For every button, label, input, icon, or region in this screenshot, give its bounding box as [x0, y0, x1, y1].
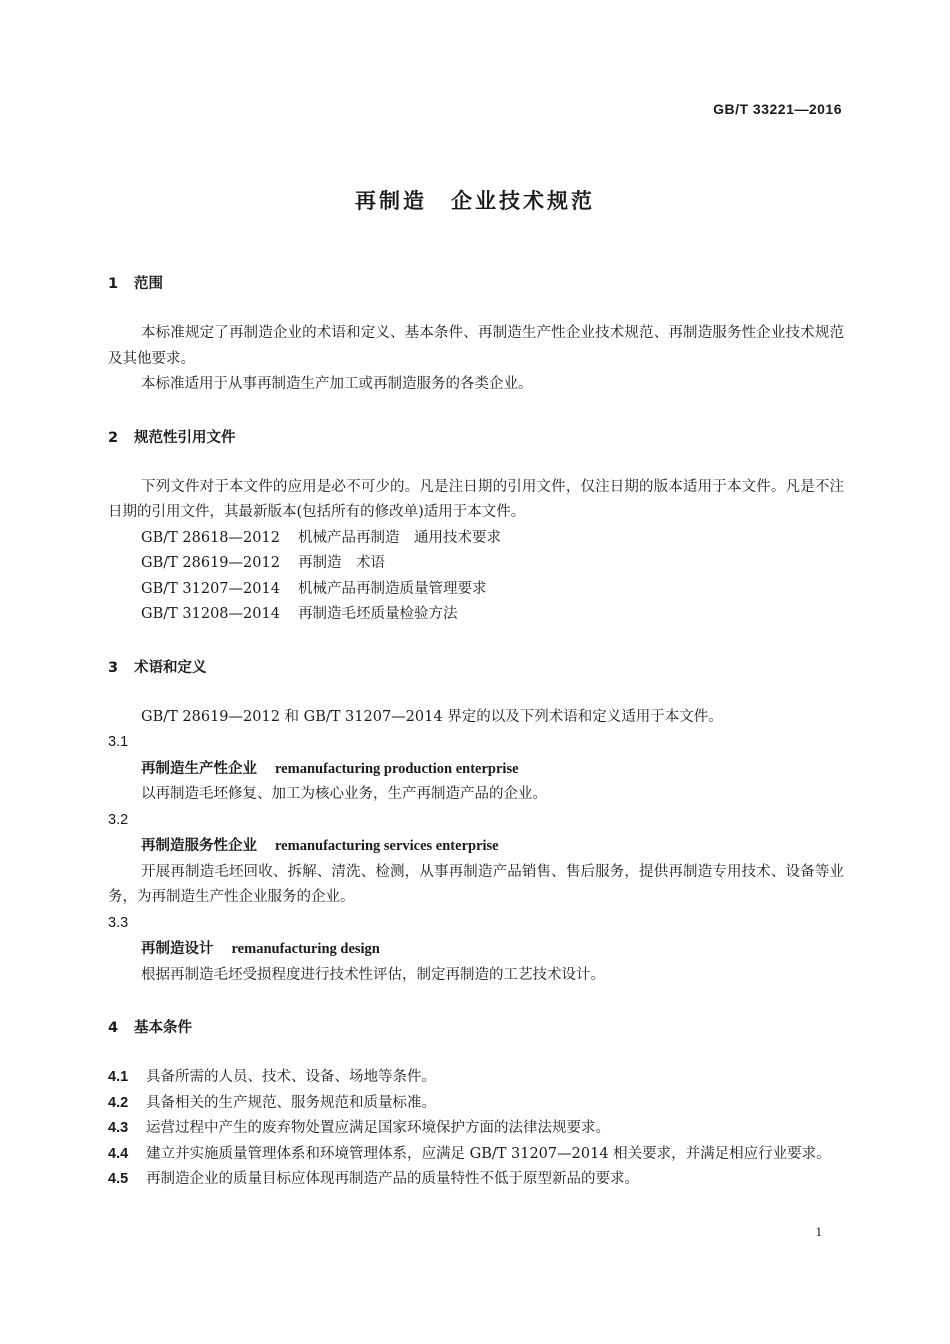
- term-definition: 以再制造毛坯修复、加工为核心业务，生产再制造产品的企业。: [141, 786, 547, 802]
- reference-item: [108, 551, 844, 577]
- section-number: 1: [108, 276, 119, 292]
- clause-number: 4.1: [108, 1069, 129, 1085]
- reference-title: 再制造 术语: [298, 555, 385, 571]
- term-zh: 再制造设计: [141, 941, 214, 957]
- clause: [108, 1142, 844, 1168]
- paragraph: 本标准规定了再制造企业的术语和定义、基本条件、再制造生产性企业技术规范、再制造服务性企业技术规范及其他要求。: [108, 325, 844, 367]
- term-en: remanufacturing services enterprise: [275, 838, 499, 854]
- page-number: 1: [815, 1224, 822, 1239]
- clause-text: 具备所需的人员、技术、设备、场地等条件。: [146, 1069, 436, 1085]
- reference-item: [108, 602, 844, 628]
- term-number: 3.2: [108, 811, 129, 828]
- section-number: 3: [108, 659, 119, 676]
- term-en: remanufacturing design: [231, 941, 380, 957]
- document-body: [108, 271, 844, 1193]
- section-title: 术语和定义: [134, 659, 207, 676]
- term-en: remanufacturing production enterprise: [275, 760, 519, 777]
- reference-item: [108, 526, 844, 552]
- paragraph: 本标准适用于从事再制造生产加工或再制造服务的各类企业。: [141, 376, 533, 392]
- term-definition: 根据再制造毛坯受损程度进行技术性评估，制定再制造的工艺技术设计。: [141, 966, 605, 983]
- paragraph: GB/T 28619—2012 和 GB/T 31207—2014 界定的以及下列术语和定义适用于本文件。: [141, 708, 723, 725]
- reference-code: GB/T 31207—2014: [141, 580, 280, 597]
- clause-number: 4.5: [108, 1171, 129, 1187]
- clause: [108, 1116, 844, 1142]
- term-heading: [108, 833, 844, 860]
- section-title: 范围: [134, 276, 163, 292]
- reference-title: 机械产品再制造质量管理要求: [298, 580, 487, 597]
- clause-text: 运营过程中产生的废弃物处置应满足国家环境保护方面的法律法规要求。: [146, 1120, 610, 1136]
- clause-number: 4.2: [108, 1094, 129, 1111]
- reference-code: GB/T 31208—2014: [141, 606, 280, 622]
- section-heading-basic-conditions: [108, 1015, 844, 1041]
- reference-title: 机械产品再制造 通用技术要求: [298, 529, 501, 546]
- term-number: 3.1: [108, 734, 129, 750]
- clause: [108, 1065, 844, 1091]
- reference-code: GB/T 28619—2012: [141, 555, 280, 571]
- term-number: 3.3: [108, 914, 129, 931]
- clause-text: 再制造企业的质量目标应体现再制造产品的质量特性不低于原型新品的要求。: [146, 1171, 639, 1187]
- clause: [108, 1091, 844, 1117]
- reference-title: 再制造毛坯质量检验方法: [298, 606, 458, 622]
- section-heading-scope: [108, 271, 844, 297]
- section-title: 规范性引用文件: [134, 429, 236, 446]
- clause-text: 具备相关的生产规范、服务规范和质量标准。: [146, 1094, 436, 1111]
- clause: [108, 1167, 844, 1193]
- section-number: 4: [108, 1020, 119, 1036]
- reference-item: [108, 577, 844, 603]
- term-heading: [108, 756, 844, 783]
- clause-number: 4.4: [108, 1145, 129, 1162]
- section-number: 2: [108, 429, 119, 446]
- term-zh: 再制造服务性企业: [141, 838, 257, 854]
- clause-text: 建立并实施质量管理体系和环境管理体系，应满足 GB/T 31207—2014 相关要求，并满足相应行业要求。: [146, 1145, 831, 1162]
- section-heading-terms-definitions: [108, 655, 844, 681]
- clause-number: 4.3: [108, 1120, 129, 1136]
- standard-code: GB/T 33221—2016: [713, 101, 842, 117]
- paragraph: 下列文件对于本文件的应用是必不可少的。凡是注日期的引用文件，仅注日期的版本适用于本文件。凡是不注日期的引用文件，其最新版本(包括所有的修改单)适用于本文件。: [108, 478, 844, 520]
- term-zh: 再制造生产性企业: [141, 760, 257, 777]
- document-title: 再制造 企业技术规范: [355, 189, 595, 213]
- term-heading: [108, 936, 844, 963]
- section-title: 基本条件: [134, 1020, 192, 1036]
- section-heading-normative-references: [108, 425, 844, 451]
- term-definition: 开展再制造毛坯回收、拆解、清洗、检测，从事再制造产品销售、售后服务，提供再制造专用技术、设备等业务，为再制造生产性企业服务的企业。: [108, 863, 844, 905]
- reference-code: GB/T 28618—2012: [141, 529, 280, 546]
